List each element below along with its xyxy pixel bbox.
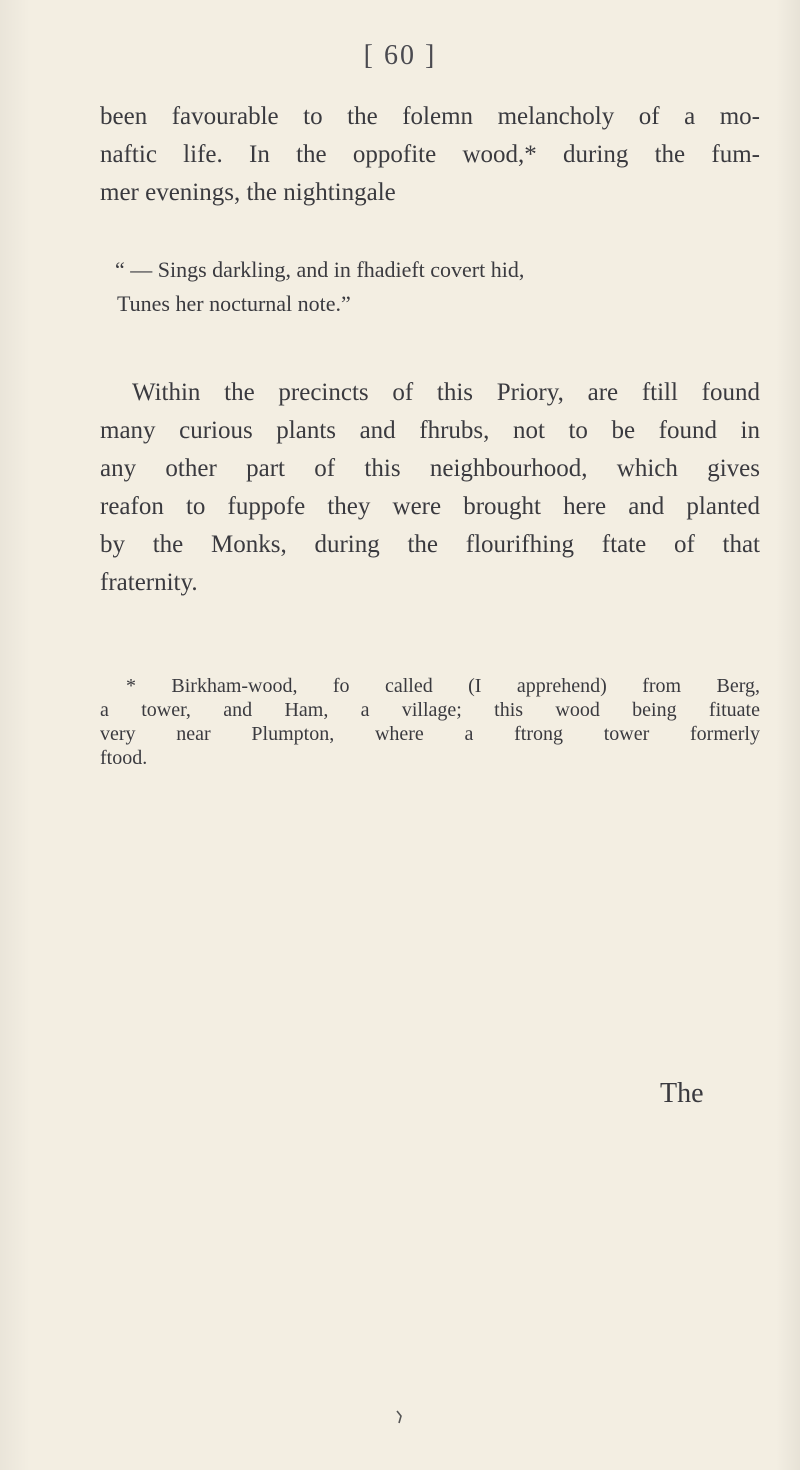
verse-line: Tunes her nocturnal note.” — [117, 291, 351, 316]
text-line: Within the precincts of this Priory, are ftill found — [132, 379, 760, 406]
catchword: The — [660, 1078, 704, 1109]
footnote — [100, 674, 760, 770]
footnote-line: * Birkham-wood, fo called (I apprehend) from Berg, — [126, 675, 760, 697]
text-line: any other part of this neighbourhood, which gives — [100, 455, 760, 482]
footnote-line: ftood. — [100, 747, 148, 769]
text-line: naftic life. In the oppofite wood,* during the fum- — [100, 141, 760, 168]
footnote-line: very near Plumpton, where a ftrong tower formerly — [100, 723, 760, 745]
paragraph-opening — [100, 98, 760, 212]
page-number: [ 60 ] — [363, 40, 437, 71]
paragraph-priory — [100, 374, 760, 602]
ink-speck-icon — [396, 1410, 402, 1424]
verse-line: “ — Sings darkling, and in fhadieft covert hid, — [115, 257, 525, 282]
text-line: been favourable to the folemn melancholy of a mo- — [100, 103, 760, 130]
text-line: by the Monks, during the flourifhing ftate of that — [100, 531, 760, 558]
text-line: fraternity. — [100, 569, 198, 596]
text-line: reafon to fuppofe they were brought here and planted — [100, 493, 760, 520]
footnote-line: a tower, and Ham, a village; this wood being fituate — [100, 699, 760, 721]
text-line: mer evenings, the nightingale — [100, 179, 396, 206]
verse-quotation — [115, 253, 755, 321]
text-line: many curious plants and fhrubs, not to be found in — [100, 417, 760, 444]
